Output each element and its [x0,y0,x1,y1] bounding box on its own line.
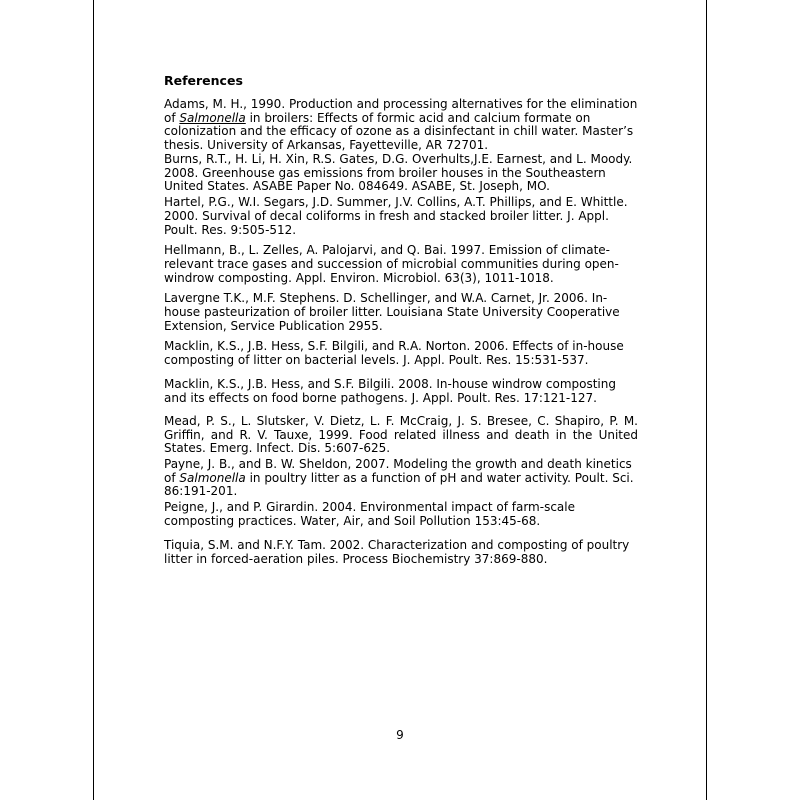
reference-macklin-2008: Macklin, K.S., J.B. Hess, and S.F. Bilgili. 2008. In-house windrow composting and its effects on food borne pathogens. J. Appl. Poult. Res. 17:121-127. [164,377,616,405]
reference-adams [164,98,638,152]
reference-text: Adams, M. H., 1990. Production and processing alternatives for the elimination of [164,97,638,125]
reference-hartel: Hartel, P.G., W.I. Segars, J.D. Summer, J.V. Collins, A.T. Phillips, and E. Whittle. 2000. Survival of decal coliforms in fresh and stacked broiler litter. J. Appl. Poult. Res. 9:505-512. [164,195,628,237]
reference-italic-term: Salmonella [179,470,246,485]
reference-burns: Burns, R.T., H. Li, H. Xin, R.S. Gates, D.G. Overhults,J.E. Earnest, and L. Moody. 2008. Greenhouse gas emissions from broiler houses in the Southeastern United States. ASABE Paper No. 084649. ASABE, St. Joseph, MO. [164,152,633,193]
reference-mead: Mead, P. S., L. Slutsker, V. Dietz, L. F. McCraig, J. S. Bresee, C. Shapiro, P. M. Griffin, and R. V. Tauxe, 1999. Food related illness and death in the United States. Emerg. Infect. Dis. 5:607-625. [164,414,638,455]
reference-text: in poultry litter as a function of pH and water activity. Poult. Sci. 86:191-201. [164,470,634,498]
references-heading: References [164,73,243,88]
reference-text: in broilers: Effects of formic acid and calcium formate on colonization and the efficacy of ozone as a disinfectant in chill water. Master’s thesis. University of Arkansas, Fayetteville, AR 72701. [164,110,634,152]
reference-hellmann: Hellmann, B., L. Zelles, A. Palojarvi, and Q. Bai. 1997. Emission of climate-relevant trace gases and succession of microbial communities during open-windrow composting. Appl. Environ. Microbiol. 63(3), 1011-1018. [164,243,619,285]
reference-tiquia: Tiquia, S.M. and N.F.Y. Tam. 2002. Characterization and composting of poultry litter in forced-aeration piles. Process Biochemistry 37:869-880. [164,538,630,566]
reference-text: Payne, J. B., and B. W. Sheldon, 2007. Modeling the growth and death kinetics of [164,457,632,485]
reference-macklin-2006: Macklin, K.S., J.B. Hess, S.F. Bilgili, and R.A. Norton. 2006. Effects of in-house composting of litter on bacterial levels. J. Appl. Poult. Res. 15:531-537. [164,339,624,367]
reference-payne [164,458,638,499]
reference-peigne: Peigne, J., and P. Girardin. 2004. Environmental impact of farm-scale composting practices. Water, Air, and Soil Pollution 153:45-68. [164,500,575,528]
reference-italic-term: Salmonella [179,110,246,125]
page-number: 9 [396,728,404,742]
reference-lavergne: Lavergne T.K., M.F. Stephens. D. Schellinger, and W.A. Carnet, Jr. 2006. In-house pasteurization of broiler litter. Louisiana State University Cooperative Extension, Service Publication 2955. [164,291,620,333]
